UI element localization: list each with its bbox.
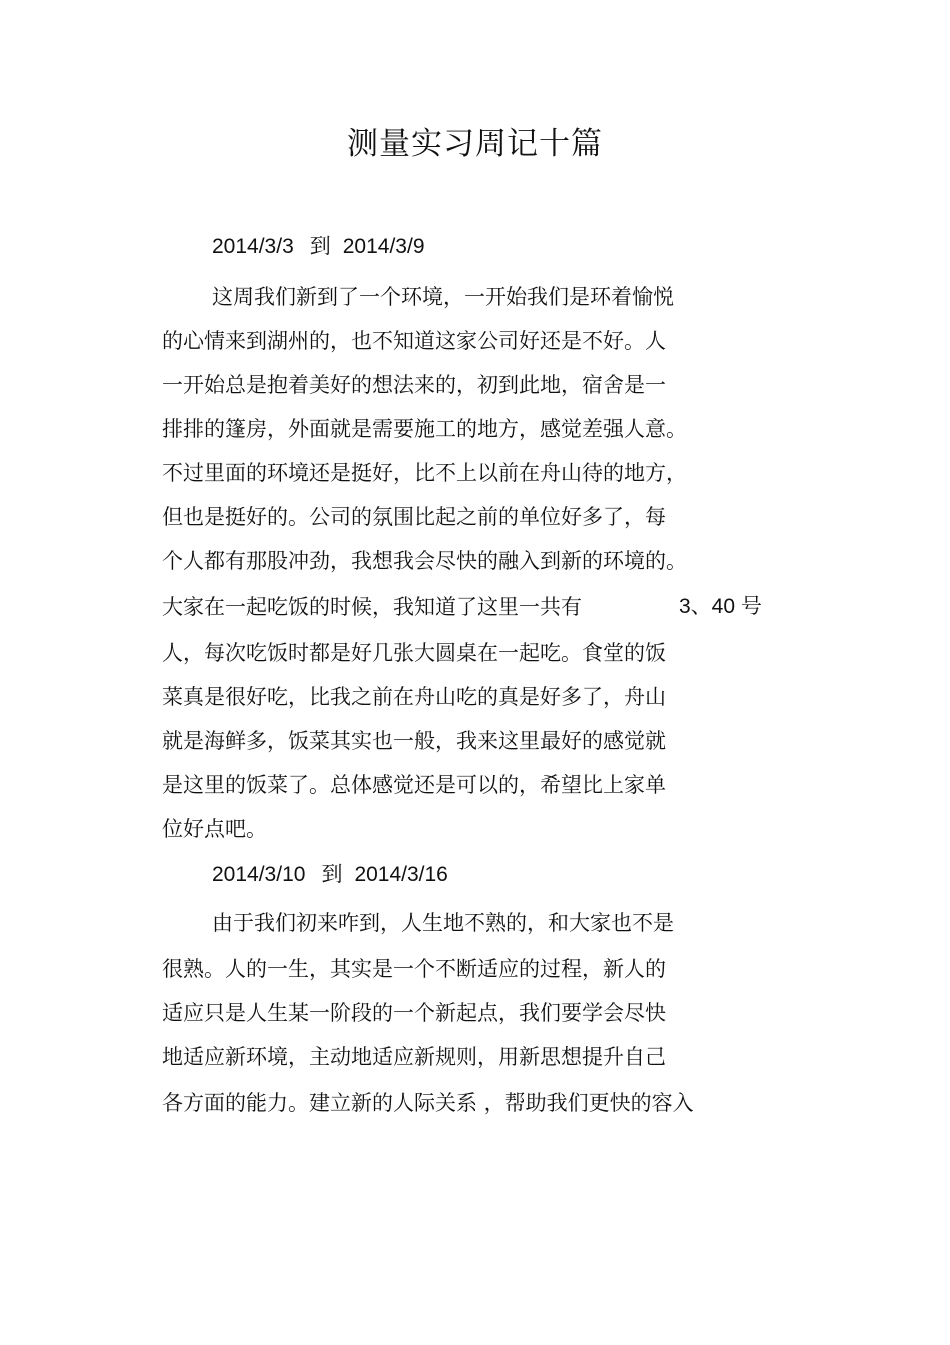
- entry-2-date-to: 2014/3/16: [354, 863, 448, 886]
- entry-1-connector: 到: [309, 235, 331, 258]
- entry-1-line-6: 但也是挺好的。公司的氛围比起之前的单位好多了，每: [162, 505, 666, 529]
- entry-1-line-12: 是这里的饭菜了。总体感觉还是可以的，希望比上家单: [162, 773, 666, 797]
- entry-1-line-8: 大家在一起吃饭的时候，我知道了这里一共有: [162, 595, 582, 619]
- entry-2-connector: 到: [321, 863, 343, 886]
- entry-2-line-2: 很熟。人的一生，其实是一个不断适应的过程，新人的: [162, 957, 666, 981]
- entry-2-date-from: 2014/3/10: [212, 863, 306, 886]
- entry-1-line-4: 排排的篷房，外面就是需要施工的地方，感觉差强人意。: [162, 417, 687, 441]
- entry-1-inline-number: 3、40 号: [679, 595, 762, 618]
- entry-1-line-7: 个人都有那股冲劲，我想我会尽快的融入到新的环境的。: [162, 549, 687, 573]
- entry-1-line-9: 人，每次吃饭时都是好几张大圆桌在一起吃。食堂的饭: [162, 641, 666, 665]
- entry-2-date-range: [212, 860, 448, 890]
- entry-2-line-4: 地适应新环境，主动地适应新规则，用新思想提升自己: [162, 1045, 666, 1069]
- entry-1-line-10: 菜真是很好吃，比我之前在舟山吃的真是好多了，舟山: [162, 685, 666, 709]
- entry-1-line-13: 位好点吧。: [162, 817, 267, 841]
- entry-1-line-2: 的心情来到湖州的，也不知道这家公司好还是不好。人: [162, 329, 666, 353]
- entry-1-date-range: [212, 232, 425, 262]
- entry-1-line-1: 这周我们新到了一个环境，一开始我们是环着愉悦: [212, 285, 674, 309]
- entry-1-line-11: 就是海鲜多，饭菜其实也一般，我来这里最好的感觉就: [162, 729, 666, 753]
- entry-2-line-5: 各方面的能力。建立新的人际关系 ，帮助我们更快的容入: [162, 1091, 694, 1115]
- entry-1-date-to: 2014/3/9: [342, 235, 425, 258]
- entry-2-line-1: 由于我们初来咋到，人生地不熟的，和大家也不是: [212, 911, 674, 935]
- entry-1-date-from: 2014/3/3: [212, 235, 294, 258]
- entry-1-line-5: 不过里面的环境还是挺好，比不上以前在舟山待的地方，: [162, 461, 687, 485]
- entry-2-line-3: 适应只是人生某一阶段的一个新起点，我们要学会尽快: [162, 1001, 666, 1025]
- entry-1-line-3: 一开始总是抱着美好的想法来的，初到此地，宿舍是一: [162, 373, 666, 397]
- page-title: 测量实习周记十篇: [347, 126, 603, 162]
